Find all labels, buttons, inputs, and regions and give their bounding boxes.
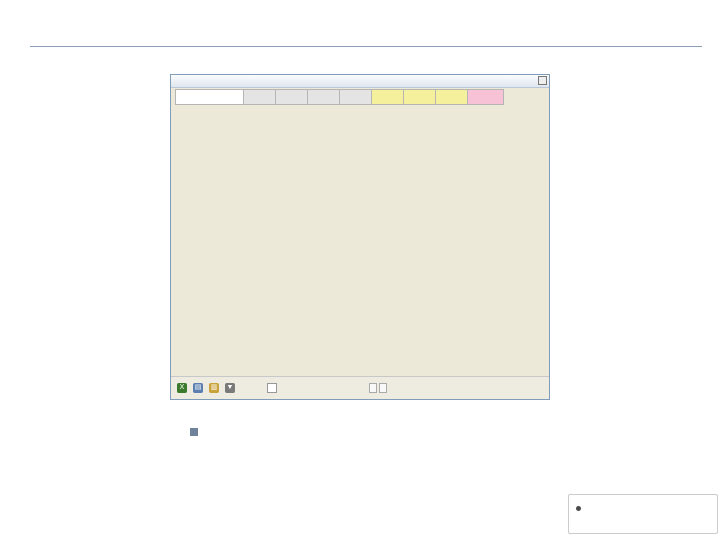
grid-header-row	[176, 90, 504, 105]
view-select[interactable]	[267, 383, 277, 393]
logo-dot-icon	[576, 506, 581, 511]
movement-grid	[175, 89, 504, 105]
chart-icon[interactable]: ▥	[210, 384, 218, 391]
grid-header-cell[interactable]	[244, 90, 276, 105]
grid-header-cell[interactable]	[276, 90, 308, 105]
filter-icon[interactable]: ▼	[226, 384, 234, 391]
print-icon[interactable]: ▤	[194, 384, 202, 391]
expand-toggle[interactable]	[379, 383, 387, 393]
grid-header-cell[interactable]	[340, 90, 372, 105]
title-divider	[30, 46, 702, 47]
report-window	[170, 74, 550, 400]
window-title	[171, 75, 549, 88]
bullet-square-icon	[190, 428, 198, 436]
subtotal-toggle[interactable]	[369, 383, 377, 393]
company-logo	[568, 494, 718, 534]
grid-toolbar	[171, 376, 549, 399]
grid-header-corner[interactable]	[176, 90, 244, 105]
close-icon[interactable]	[538, 76, 547, 85]
grid-header-cell[interactable]	[468, 90, 504, 105]
grid-header-cell[interactable]	[372, 90, 404, 105]
excel-export-icon[interactable]: X	[177, 383, 187, 393]
grid-header-cell[interactable]	[404, 90, 436, 105]
grid-header-cell[interactable]	[436, 90, 468, 105]
grid-header-cell[interactable]	[308, 90, 340, 105]
logo-mark	[583, 500, 603, 522]
